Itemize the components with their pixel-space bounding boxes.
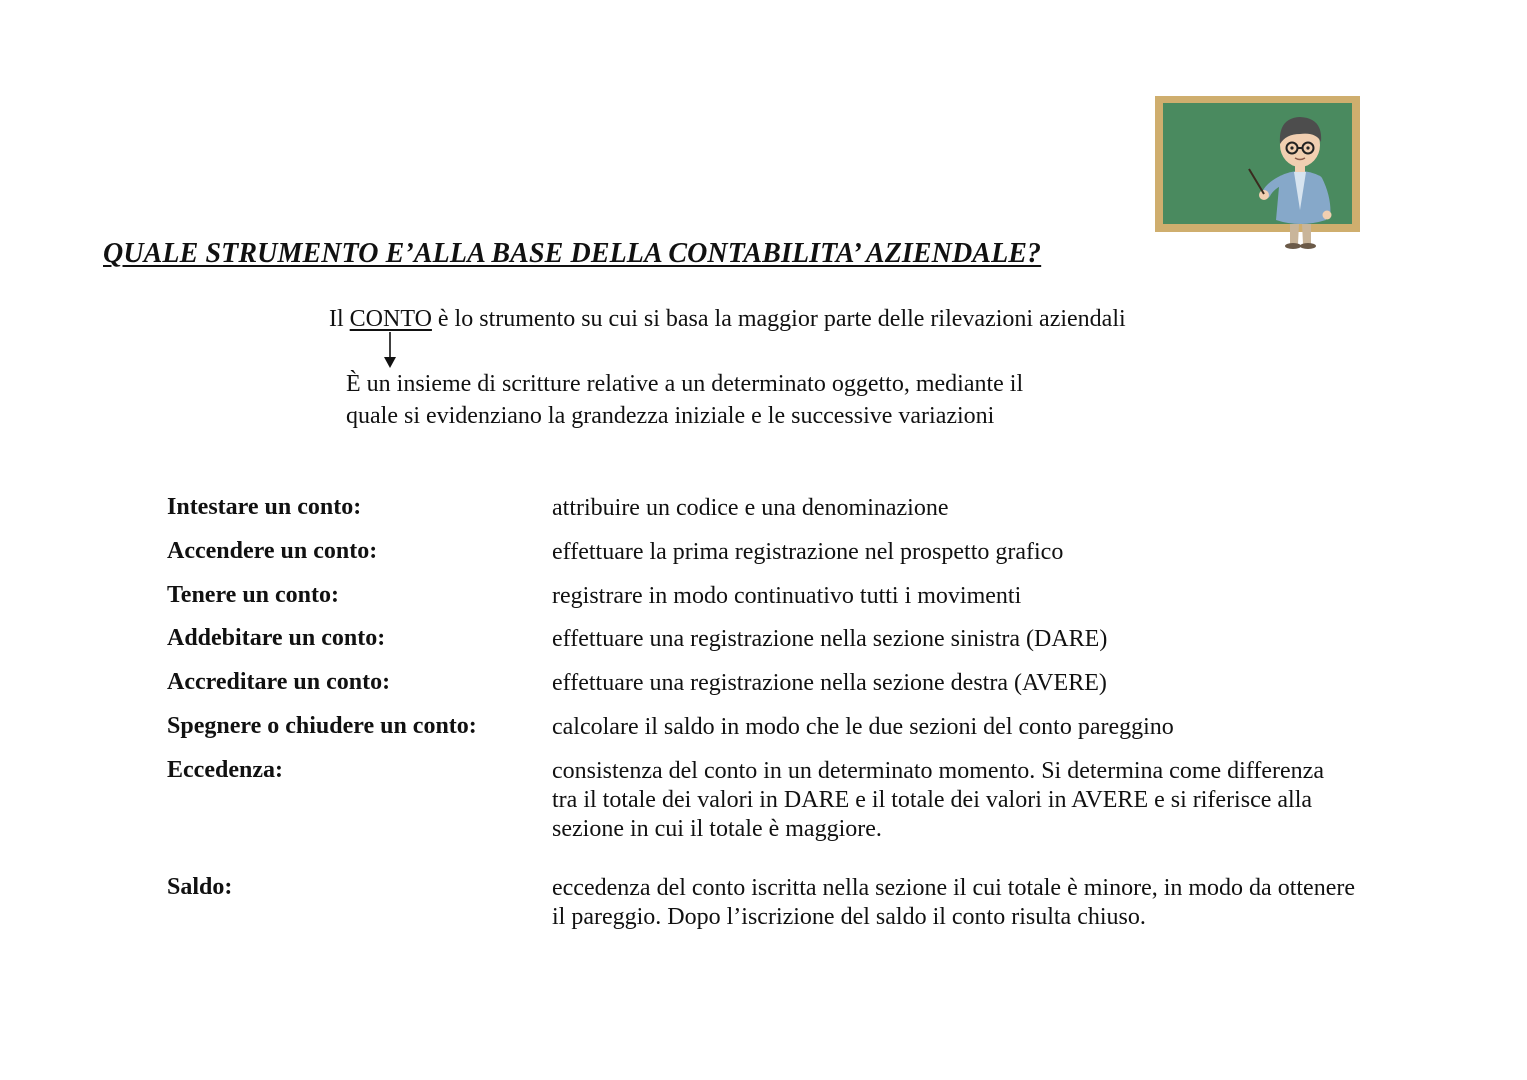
- intro-prefix: Il: [329, 306, 350, 332]
- glossary-term: Tenere un conto:: [167, 582, 340, 608]
- glossary-term: Eccedenza:: [167, 757, 283, 783]
- definition-line: sezione in cui il totale è maggiore.: [552, 816, 882, 842]
- definition-line: attribuire un codice e una denominazione: [552, 495, 949, 521]
- definition-line: registrare in modo continuativo tutti i movimenti: [552, 583, 1022, 609]
- glossary-definition: [552, 494, 1432, 523]
- intro-suffix: è lo strumento su cui si basa la maggior parte delle rilevazioni aziendali: [431, 306, 1126, 332]
- definition-line: effettuare la prima registrazione nel prospetto grafico: [552, 539, 1064, 565]
- down-arrow-icon: [380, 332, 400, 370]
- intro-sentence: [329, 306, 1126, 333]
- definition-line: consistenza del conto in un determinato momento. Si determina come differenza: [552, 758, 1324, 784]
- glossary-term: Accendere un conto:: [167, 538, 378, 564]
- teacher-chalkboard-illustration: [1150, 92, 1370, 257]
- definition-line: il pareggio. Dopo l’iscrizione del saldo il conto risulta chiuso.: [552, 904, 1146, 930]
- glossary-definition: [552, 582, 1432, 611]
- conto-definition: [346, 368, 1023, 432]
- definition-line: effettuare una registrazione nella sezione destra (AVERE): [552, 670, 1107, 696]
- glossary-definition: [552, 713, 1432, 742]
- definition-line: È un insieme di scritture relative a un determinato oggetto, mediante il: [346, 371, 1024, 397]
- glossary-definition: [552, 874, 1432, 932]
- definition-line: eccedenza del conto iscritta nella sezione il cui totale è minore, in modo da ottenere: [552, 875, 1355, 901]
- definition-line: calcolare il saldo in modo che le due sezioni del conto pareggino: [552, 714, 1174, 740]
- glossary-definition: [552, 757, 1432, 844]
- definition-line: tra il totale dei valori in DARE e il totale dei valori in AVERE e si riferisce alla: [552, 787, 1313, 813]
- definition-line: quale si evidenziano la grandezza iniziale e le successive variazioni: [346, 403, 995, 429]
- glossary-definition: [552, 538, 1432, 567]
- page-title: QUALE STRUMENTO E’ALLA BASE DELLA CONTABILITA’ AZIENDALE?: [103, 238, 1042, 269]
- conto-keyword: CONTO: [349, 306, 432, 332]
- definition-line: effettuare una registrazione nella sezione sinistra (DARE): [552, 626, 1108, 652]
- glossary-term: Spegnere o chiudere un conto:: [167, 713, 477, 739]
- glossary-term: Addebitare un conto:: [167, 625, 386, 651]
- glossary-definition: [552, 625, 1432, 654]
- glossary-definition: [552, 669, 1432, 698]
- glossary-term: Accreditare un conto:: [167, 669, 391, 695]
- glossary-term: Saldo:: [167, 874, 233, 900]
- glossary-term: Intestare un conto:: [167, 494, 362, 520]
